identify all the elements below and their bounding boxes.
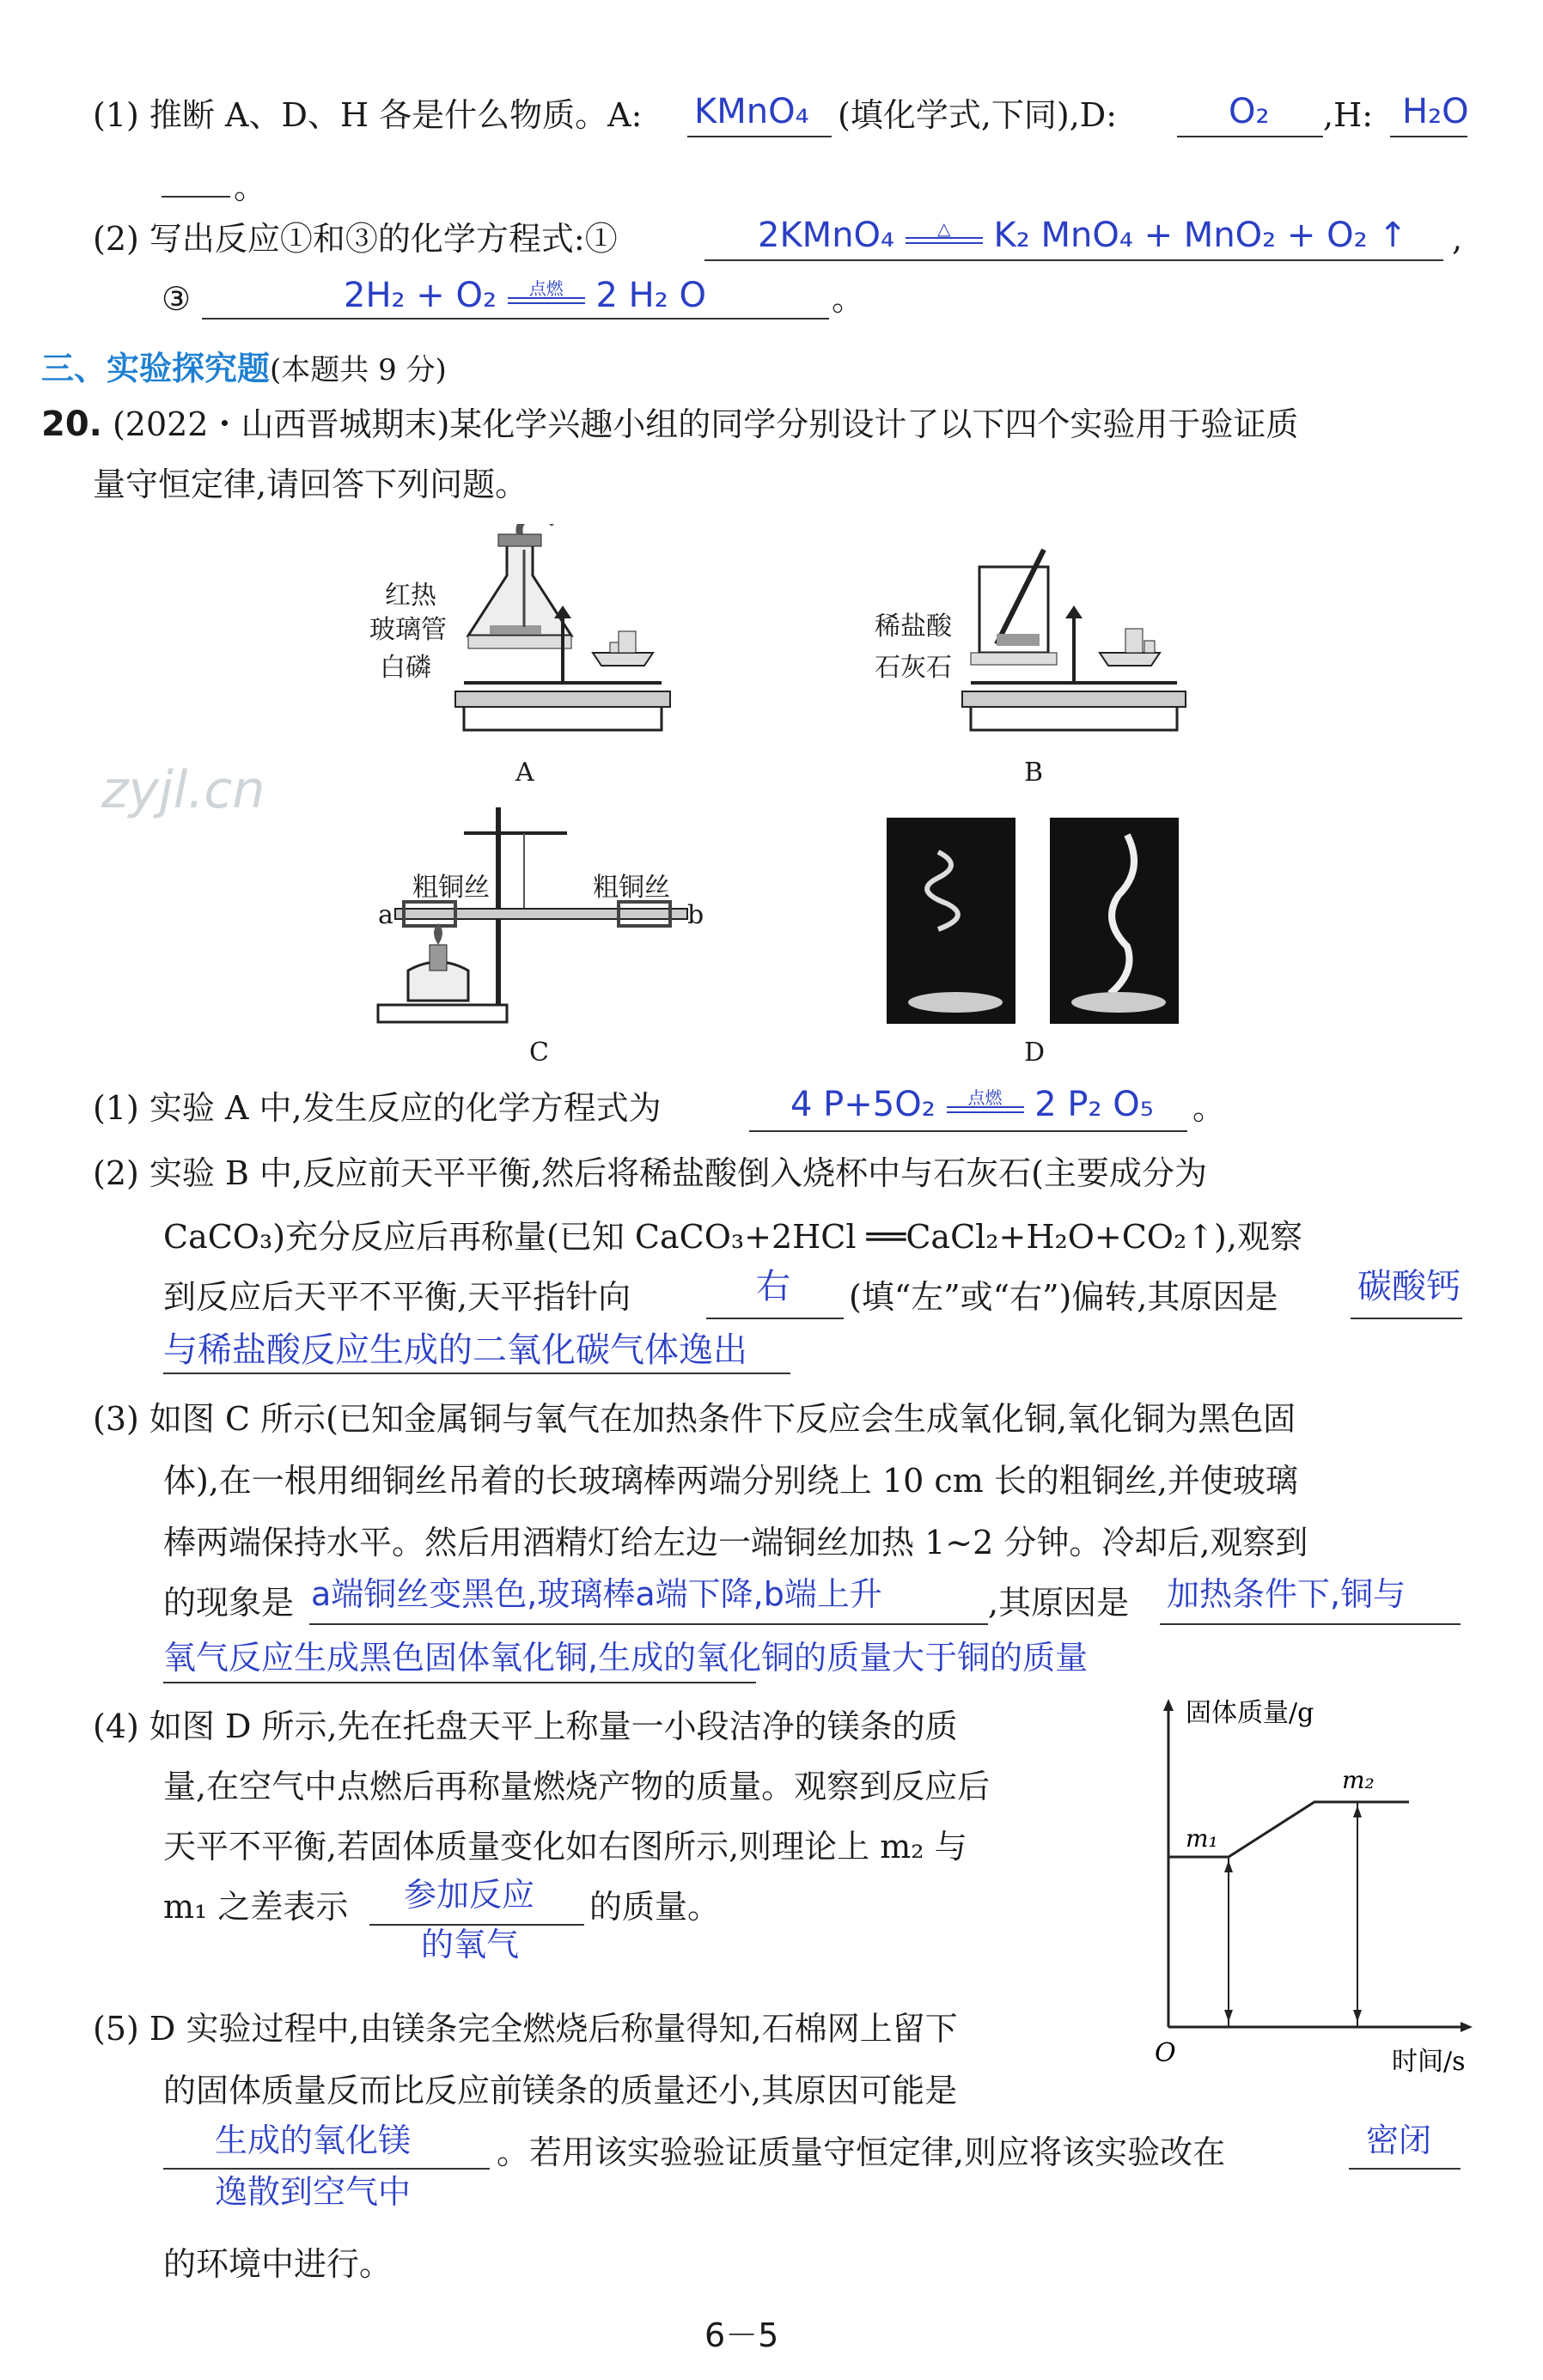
graph-y-label: 固体质量/g xyxy=(1186,1698,1314,1728)
fig-d-caption: D xyxy=(1024,1038,1046,1068)
graph-origin: O xyxy=(1155,2038,1176,2068)
s3-answer-phenomenon: a端铜丝变黑色,玻璃棒a端下降,b端上升 xyxy=(311,1575,882,1613)
section-title: 三、实验探究题(本题共 9 分) xyxy=(41,350,447,387)
s1-line: (1) 实验 A 中,发生反应的化学方程式为 xyxy=(93,1089,662,1127)
blank-s3-phenomenon[interactable] xyxy=(309,1623,988,1625)
graph-m1: m₁ xyxy=(1186,1824,1218,1853)
blank-s5-closed[interactable] xyxy=(1349,2168,1461,2170)
blank-D[interactable] xyxy=(1177,136,1323,137)
fig-a-caption: A xyxy=(515,758,534,788)
answer-H: H₂O xyxy=(1402,92,1469,131)
watermark-text: zyjl.cn xyxy=(101,760,265,820)
s4-line1: (4) 如图 D 所示,先在托盘天平上称量一小段洁净的镁条的质 xyxy=(93,1707,958,1745)
equation-1: 2KMnO₄ △ K₂ MnO₄ + MnO₂ + O₂ ↑ xyxy=(758,216,1407,255)
s5-line3: 。若用该实验验证质量守恒定律,则应将该实验改在 xyxy=(497,2133,1226,2171)
s4-line3: 天平不平衡,若固体质量变化如右图所示,则理论上 m₂ 与 xyxy=(163,1828,967,1866)
blank-s2-reason-cont xyxy=(163,1373,790,1374)
equation-3: 2H₂ + O₂ 点燃 2 H₂ O xyxy=(344,276,706,315)
s2-line3a: 到反应后天平不平衡,天平指针向 xyxy=(163,1278,631,1316)
figure-b-balance xyxy=(945,533,1203,747)
s2-answer-reason-a: 碳酸钙 xyxy=(1357,1267,1461,1306)
s2-answer-right: 右 xyxy=(756,1267,790,1306)
blank-A[interactable] xyxy=(687,136,832,137)
s3-answer-reason-a: 加热条件下,铜与 xyxy=(1167,1575,1406,1613)
s2-line3b: (填“左”或“右”)偏转,其原因是 xyxy=(849,1278,1278,1316)
blank-s1[interactable] xyxy=(749,1130,1187,1132)
eq3-end: 。 xyxy=(832,280,865,318)
fig-a-label-phosphorus: 白磷 xyxy=(380,653,431,683)
q19-part2-line: (2) 写出反应①和③的化学方程式:① xyxy=(93,220,618,258)
s5-answer-closed: 密闭 xyxy=(1366,2121,1432,2159)
eq1-comma: , xyxy=(1452,220,1463,258)
page-number: 6－5 xyxy=(704,2316,779,2354)
s1-end: 。 xyxy=(1192,1089,1226,1127)
s2-line1: (2) 实验 B 中,反应前天平平衡,然后将稀盐酸倒入烧杯中与石灰石(主要成分为 xyxy=(93,1154,1207,1192)
fig-c-label-b: b xyxy=(687,900,704,930)
answer-A: KMnO₄ xyxy=(694,92,809,131)
fig-c-label-left: 粗铜丝 xyxy=(412,873,490,903)
blank-s3-reason[interactable] xyxy=(1160,1623,1461,1625)
figure-d-photo-right xyxy=(1050,818,1179,1024)
fig-c-caption: C xyxy=(529,1038,549,1068)
s5-answer-a: 生成的氧化镁 xyxy=(215,2121,412,2159)
mass-time-graph xyxy=(1117,1692,1478,2104)
figure-d-photo-left xyxy=(887,818,1015,1024)
s3-answer-reason-b: 氧气反应生成黑色固体氧化铜,生成的氧化铜的质量大于铜的质量 xyxy=(163,1639,1089,1677)
s1-equation: 4 P+5O₂ 点燃 2 P₂ O₅ xyxy=(790,1085,1154,1124)
fig-a-label-hot: 红热 xyxy=(385,581,436,611)
q20-stem-line2: 量守恒定律,请回答下列问题。 xyxy=(93,466,528,503)
q19-part1-end: 。 xyxy=(234,168,267,206)
blank-s2-direction[interactable] xyxy=(706,1318,844,1319)
s4-line2: 量,在空气中点燃后再称量燃烧产物的质量。观察到反应后 xyxy=(163,1768,991,1805)
q19-part1-line: (1) 推断 A、D、H 各是什么物质。A: xyxy=(93,96,643,134)
fig-b-label-acid: 稀盐酸 xyxy=(875,612,952,642)
q19-part1-text-c: ,H: xyxy=(1323,96,1374,134)
s3-line3: 棒两端保持水平。然后用酒精灯给左边一端铜丝加热 1~2 分钟。冷却后,观察到 xyxy=(163,1524,1308,1561)
s5-line2: 的固体质量反而比反应前镁条的质量还小,其原因可能是 xyxy=(163,2072,958,2109)
blank-H[interactable] xyxy=(1390,136,1467,137)
graph-m2: m₂ xyxy=(1342,1766,1375,1794)
blank-s2-reason[interactable] xyxy=(1351,1318,1462,1319)
s3-line2: 体),在一根用细铜丝吊着的长玻璃棒两端分别绕上 10 cm 长的粗铜丝,并使玻璃 xyxy=(163,1462,1298,1500)
blank-H-cont xyxy=(162,196,230,198)
fig-b-label-limestone: 石灰石 xyxy=(875,653,952,683)
s4-line4a: m₁ 之差表示 xyxy=(163,1888,349,1926)
eq3-label: ③ xyxy=(162,280,192,318)
s3-line1: (3) 如图 C 所示(已知金属铜与氧气在加热条件下反应会生成氧化铜,氧化铜为黑色固 xyxy=(93,1400,1296,1438)
s2-line2: CaCO₃)充分反应后再称量(已知 CaCO₃+2HCl ══CaCl₂+H₂O+CO₂↑),观察 xyxy=(163,1218,1302,1256)
s4-answer-b: 的氧气 xyxy=(421,1926,520,1963)
blank-eq1[interactable] xyxy=(704,259,1443,261)
fig-b-caption: B xyxy=(1024,758,1044,788)
fig-a-label-tube: 玻璃管 xyxy=(369,615,447,645)
blank-eq3[interactable] xyxy=(202,318,829,320)
s5-line1: (5) D 实验过程中,由镁条完全燃烧后称量得知,石棉网上留下 xyxy=(93,2010,958,2048)
q19-part1-text-b: (填化学式,下同),D: xyxy=(838,96,1118,134)
q20-stem-line1: 20. (2022・山西晋城期末)某化学兴趣小组的同学分别设计了以下四个实验用于验证质 xyxy=(41,405,1299,444)
graph-x-label: 时间/s xyxy=(1392,2047,1466,2077)
fig-c-label-right: 粗铜丝 xyxy=(593,873,670,903)
answer-D: O₂ xyxy=(1229,92,1270,131)
figure-c-stand xyxy=(369,807,713,1031)
fig-c-label-a: a xyxy=(378,900,393,930)
s4-line4b: 的质量。 xyxy=(589,1888,721,1926)
s5-answer-b: 逸散到空气中 xyxy=(215,2173,412,2211)
s2-answer-reason-b: 与稀盐酸反应生成的二氧化碳气体逸出 xyxy=(163,1330,747,1370)
s4-answer-a: 参加反应 xyxy=(404,1876,535,1914)
s3-line4a: 的现象是 xyxy=(163,1584,295,1622)
blank-s3-reason-cont xyxy=(163,1682,756,1683)
s5-line4: 的环境中进行。 xyxy=(163,2245,393,2283)
s3-line4b: ,其原因是 xyxy=(988,1584,1130,1622)
